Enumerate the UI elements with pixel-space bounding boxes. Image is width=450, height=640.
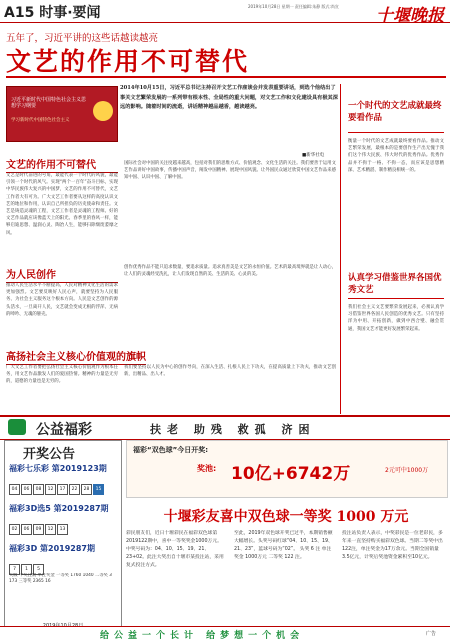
game-heading-2: 福彩3D选5 第2019287期 (9, 504, 109, 513)
section-heading-1: 文艺的作用不可替代 (6, 156, 118, 173)
ball-row-3 (9, 555, 117, 572)
section-text-2: 推动人民生活水平不断提高，人民对精神文化生活的需求更加强烈。文艺要反映好人民心声，就要坚持为人民服务、为社会主义服务这个根本方向。人民是文艺创作的源头活水，一旦离开人民，文艺就会变成无根的浮萍、无病的呻吟、无魂的躯壳。 (6, 283, 118, 317)
headline-rule (6, 76, 446, 78)
ball: 7 (9, 564, 20, 575)
game-heading-3: 福彩3D 第2019287期 (9, 544, 95, 553)
page-header (0, 0, 450, 26)
draw-title: 开奖公告 (23, 447, 76, 462)
lottery-col-2: 至此，2019年双色球开奖已过半，本期销售额大幅增长。头奖号码红球“04、10、15、19、21、23”，蓝球号码为“02”。 头奖 6 注 单注奖金 1000万元 二等奖 122 注。 (234, 531, 333, 560)
sidebar-text-1: 衡量一个时代的文艺成就最终要看作品。推动文艺繁荣发展，最根本的是要创作生产出无愧于我们这个伟大民族、伟大时代的优秀作品。优秀作品并不拘于一格、不拘一态，而应该是思想精深、艺术精湛、制作精良相统一的。 (348, 139, 444, 173)
jackpot-intro: 福彩“双色球”今日开奖: (133, 446, 209, 454)
ball: 06 (21, 484, 32, 495)
lottery-band-slogan: 扶老 助残 救孤 济困 (150, 423, 316, 436)
promo-title: 习近平新时代中国特色社会主义思想学习纲要 (11, 97, 87, 109)
date-line: 2019年10月28日 星期一 责任编辑:朱静 版式:尚宣 (248, 4, 339, 9)
ball: 09 (33, 524, 44, 535)
middle-text-1: 国际社会对中国的关注度越来越高，包括对我们的思维方式、价值观念、文化生活的关注。我们要善于运用文艺作品讲好中国故事，传播中国声音，阐发中国精神、展现中国风貌。让外国民众通过欣赏中国文艺作品来感知中国、认识中国、了解中国。 (124, 161, 336, 181)
bottom-band (0, 626, 450, 640)
draw-announcement (4, 440, 122, 632)
article-headline: 文艺的作用不可替代 (6, 47, 250, 76)
column-divider (340, 84, 341, 414)
ball: 17 (57, 484, 68, 495)
jackpot-unit: 2元可中1000万 (385, 467, 429, 474)
middle-text-3: 我们要坚持以人民为中心的创作导向，在深入生活、扎根人民上下功夫，在提高质量上下功夫，推动文艺创新，出精品、出人才。 (124, 365, 336, 378)
section-heading-3: 高扬社会主义核心价值观的旗帜 (6, 348, 146, 365)
sidebar-heading-2: 认真学习借鉴世界各国优秀文艺 (348, 273, 442, 295)
ball: 28 (81, 484, 92, 495)
section-text-1: 文艺是时代前进的号角，最能代表一个时代的风貌，最能引领一个时代的风气。实现“两个一百年”奋斗目标，实现中华民族伟大复兴的中国梦，文艺的作用不可替代，文艺工作者大有可为。广大文艺工作者要从这样的高度认识文艺的地位和作用，认识自己所担负的历史使命和责任。文艺是铸造灵魂的工程，文艺工作者是灵魂的工程师。好的文艺作品就应该像蓝天上的阳光、春季里的春风一样，能够启迪思想、温润心灵、陶冶人生，能够扫除颓废萎靡之风。 (6, 173, 118, 236)
ball: 13 (57, 524, 68, 535)
jackpot-amount: 10亿+6742万 (231, 464, 351, 484)
ball: 06 (21, 524, 32, 535)
sidebar-heading-1: 一个时代的文艺成就最终要看作品 (348, 101, 442, 123)
ad-label: 广告 (426, 631, 437, 637)
promo-subtitle: 学习新时代中国特色社会主义 (11, 118, 70, 123)
jackpot-box (126, 440, 448, 498)
ball: 5 (33, 564, 44, 575)
newspaper-logo: 十堰晚报 (376, 6, 444, 26)
article-lead: 2014年10月15日，习近平总书记主持召开文艺工作座谈会并发表重要讲话，到选个他结出了事关文艺繁荣发展的一系列带有根本性、全局性的重大问题，对文艺工作和文化建设具有极其深远的影响。随着时间的流逝，讲话精神越品越香，越读越亮。 (120, 85, 338, 110)
jackpot-label: 奖池: (197, 464, 217, 473)
ball-row-1 (9, 475, 117, 492)
article-kicker: 五年了，习近平讲的这些话越读越亮 (6, 33, 159, 44)
article-source: ■新华社电 (302, 153, 325, 158)
page-label: A15 时事·要闻 (4, 5, 101, 21)
lottery-band (0, 415, 450, 440)
sidebar-rule-2 (348, 298, 444, 299)
ball: 08 (33, 484, 44, 495)
lottery-col-3: 投注站负责人表示，中奖彩民是一位老彩民，多年来一直坚持购买福彩双色球。当期二等奖中出 122注，单注奖金为17万余元。当期全国销量3.5亿元，计奖后奖池资金累积至10亿元。 (342, 531, 443, 560)
emblem-icon (93, 101, 113, 121)
ball: 12 (45, 524, 56, 535)
welfare-lottery-logo-icon (8, 419, 26, 435)
sidebar-text-2: 我们社会主义文艺要繁荣发展起来，必须认真学习借鉴世界各国人民创造的优秀文艺。只有坚持洋为中用、开拓创新，做到中西合璧、融会贯通，我国文艺才能更好发展繁荣起来。 (348, 305, 444, 332)
ball-row-2 (9, 515, 117, 532)
ball: 12 (45, 484, 56, 495)
middle-text-2: 创作优秀作品不能只追求数量，要追求质量。追求真善美是文艺的永恒价值。艺术的最高境界就是让人动心，让人们的灵魂经受洗礼，让人们发现自然的美、生活的美、心灵的美。 (124, 265, 336, 278)
ball: 22 (69, 484, 80, 495)
ball: 04 (9, 484, 20, 495)
ball: 1 (21, 564, 32, 575)
special-ball: 15 (93, 484, 104, 495)
bottom-slogan: 给公益一个长计 给梦想一个机会 (100, 631, 305, 640)
sidebar-rule-1 (348, 132, 444, 133)
section-text-3: 广大文艺工作者要把弘扬社会主义核心价值观作为根本任务，用文艺作品激发人们的爱国热情。精神的力量是无穷的，道德的力量也是无穷的。 (6, 365, 118, 385)
lottery-band-name: 公益福彩 (36, 422, 92, 438)
promo-banner (6, 86, 118, 142)
lottery-col-1: 彩民朋友们，近日十堰彩民在福彩双色球第2019122期中，喜中一等奖奖金1000万元。中奖号码为：04、10、15、19、21、23+02。此注大奖出自十堰市某投注站，采用复式投注方式。 (126, 531, 224, 568)
prize-table: 奖级 中奖注数 单注奖金 一等奖 1760 1040 二等奖 3 173 三等奖 2365 16 (9, 573, 112, 584)
lottery-headline: 十堰彩友喜中双色球一等奖 1000 万元 (163, 509, 409, 525)
section-heading-2: 为人民创作 (6, 266, 118, 283)
ball: 02 (9, 524, 20, 535)
game-heading-1: 福彩七乐彩 第2019123期 (9, 464, 107, 473)
